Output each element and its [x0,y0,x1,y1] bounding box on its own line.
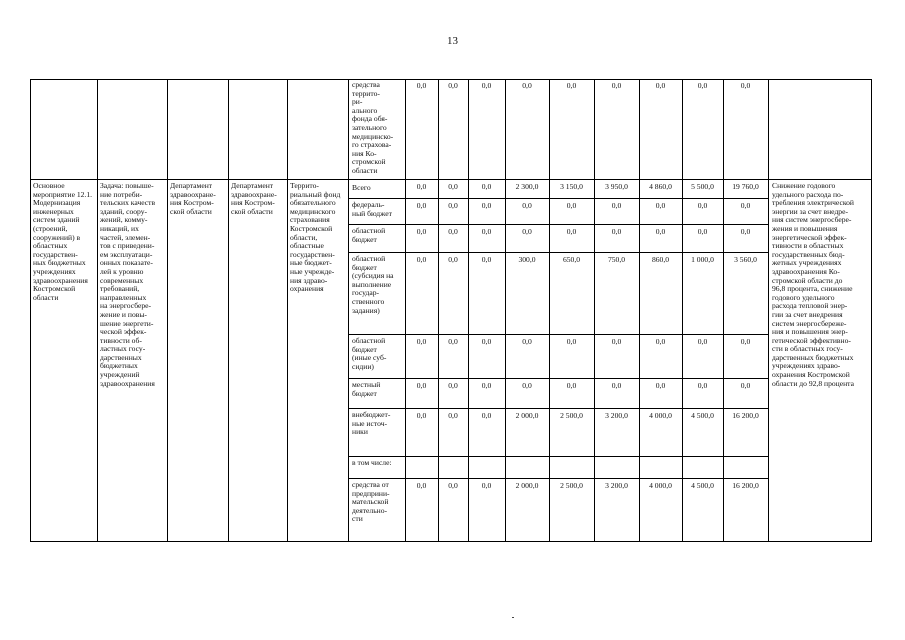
value-cell: 0,0 [522,337,532,346]
funding-source-label: внебюджет- ные источ- ники [352,410,391,437]
value-cell: 0,0 [655,381,666,390]
value-cell: 0,0 [740,337,751,346]
value-cell: 860,0 [651,255,670,264]
value-cell: 0,0 [481,411,492,420]
value-cell: 19 760,0 [732,182,759,191]
value-cell: 4 000,0 [649,481,672,490]
value-cell: 3 200,0 [605,411,628,420]
value-cell: 0,0 [611,227,622,236]
value-cell: 0,0 [416,411,427,420]
value-cell: 0,0 [448,81,458,90]
value-cell: 3 950,0 [605,182,628,191]
value-cell: 0,0 [522,81,532,90]
value-cell: 4 500,0 [691,411,714,420]
measure-task: Задача: повыше- ние потреби- тельских качеств зданий, соору- жений, комму- никаций, их частей, элемен- тов с приведени- ем эксплуатаци- онных показате- лей к уровню современных требований, направленных на энергосбере- жение и повы- шение энергети- ческой эффек- тивности об- ластных госу- дарственных бюджетных учреждений здравоохранения [100,181,156,388]
value-cell: 0,0 [481,81,492,90]
value-cell: 0,0 [448,481,458,490]
value-cell: 0,0 [566,337,577,346]
value-cell: 0,0 [522,201,532,210]
value-cell: 0,0 [481,481,492,490]
value-cell: 0,0 [416,481,427,490]
funding-source-label: средства от предприни- мательской деятельно- сти [352,480,390,524]
value-cell: 0,0 [566,381,577,390]
value-cell: 0,0 [416,201,427,210]
value-cell: 0,0 [740,227,751,236]
value-cell: 0,0 [611,201,622,210]
value-cell: 4 860,0 [649,182,672,191]
value-cell: 0,0 [697,227,708,236]
value-cell: 0,0 [655,81,666,90]
value-cell: 0,0 [655,227,666,236]
value-cell: 0,0 [416,255,427,264]
value-cell: 2 300,0 [515,182,539,191]
top-source-label: средства террито- ри- ального фонда обя- зательного медицинско- го страхова- ния Ко- стромской области [352,80,394,175]
value-cell: 0,0 [740,81,751,90]
measure-executor: Департамент здравоохране- ния Костром- ской области [231,181,277,216]
value-cell: 0,0 [481,227,492,236]
value-cell: 0,0 [448,381,458,390]
value-cell: 1 000,0 [691,255,714,264]
value-cell: 2 500,0 [560,481,583,490]
measure-name: Основное мероприятие 12.1. Модернизация инженерных систем зданий (строений, сооружений) в областных государствен- ных бюджетных учреждениях здравоохранения Костромской области [33,181,93,302]
value-cell: 0,0 [697,81,708,90]
measure-coordinator: Департамент здравоохране- ния Костром- ской области [170,181,216,216]
value-cell: 0,0 [416,381,427,390]
value-cell: 2 000,0 [515,411,539,420]
funding-source-label: областной бюджет (иные суб- сидии) [352,336,387,371]
value-cell: 0,0 [448,255,458,264]
value-cell: 750,0 [607,255,626,264]
value-cell: 2 500,0 [560,411,583,420]
value-cell: 4 500,0 [691,481,714,490]
value-cell: 0,0 [697,337,708,346]
value-cell: 0,0 [566,201,577,210]
value-cell: 0,0 [522,381,532,390]
value-cell: 0,0 [481,255,492,264]
value-cell: 3 560,0 [734,255,757,264]
value-cell: 0,0 [611,337,622,346]
value-cell: 650,0 [562,255,581,264]
value-cell: 0,0 [611,81,622,90]
value-cell: 0,0 [740,201,751,210]
measure-result: Снижение годового удельного расхода по- требления электрической энергии за счет внедре- ния систем энергосбере- жения и повышения энергетической эффек- тивности в областных государственных бюд- жетных учреждениях здравоохранения Ко- стромской области до 96,8 процента, снижение годового удельного расхода тепловой энер- гии за счет внедрения систем энергосбереже- ния и повышения энер- гетической эффективно- сти в областных госу- дарственных бюджетных учреждениях здраво- охранения Костромской области до 92,8 процента [772,181,854,388]
funding-source-label: федераль- ный бюджет [352,200,392,218]
value-cell: 3 150,0 [560,182,583,191]
value-cell: 300,0 [518,255,536,264]
measure-participants: Террито- риальный фонд обязательного медицинского страхования Костромской области, областные государствен- ные бюджет- ные учрежде- ния здраво- охранения [290,181,341,294]
value-cell: 0,0 [416,227,427,236]
value-cell: 0,0 [697,201,708,210]
funding-source-label: областной бюджет [352,226,386,244]
value-cell: 16 200,0 [732,481,759,490]
value-cell: 0,0 [655,201,666,210]
value-cell: 0,0 [655,337,666,346]
value-cell: 4 000,0 [649,411,672,420]
value-cell: 0,0 [481,201,492,210]
value-cell: 0,0 [611,381,622,390]
value-cell: 0,0 [448,337,458,346]
value-cell: 3 200,0 [605,481,628,490]
value-cell: 0,0 [448,201,458,210]
value-cell: 0,0 [740,381,751,390]
funding-source-label: Всего [352,183,371,192]
value-cell: 0,0 [697,381,708,390]
scan-mark [512,617,514,618]
value-cell: 0,0 [448,227,458,236]
value-cell: 0,0 [566,227,577,236]
funding-source-label: в том числе: [352,458,392,467]
value-cell: 0,0 [416,337,427,346]
value-cell: 0,0 [448,182,458,191]
value-cell: 0,0 [448,411,458,420]
page-number: 13 [447,35,458,47]
value-cell: 0,0 [566,81,577,90]
value-cell: 0,0 [522,227,532,236]
value-cell: 0,0 [481,182,492,191]
value-cell: 0,0 [416,81,427,90]
value-cell: 0,0 [481,337,492,346]
value-cell: 2 000,0 [515,481,539,490]
funding-source-label: областной бюджет (субсидия на выполнение государ- ственного задания) [352,254,394,315]
funding-source-label: местный бюджет [352,380,381,398]
value-cell: 0,0 [416,182,427,191]
value-cell: 5 500,0 [691,182,714,191]
value-cell: 16 200,0 [732,411,759,420]
value-cell: 0,0 [481,381,492,390]
